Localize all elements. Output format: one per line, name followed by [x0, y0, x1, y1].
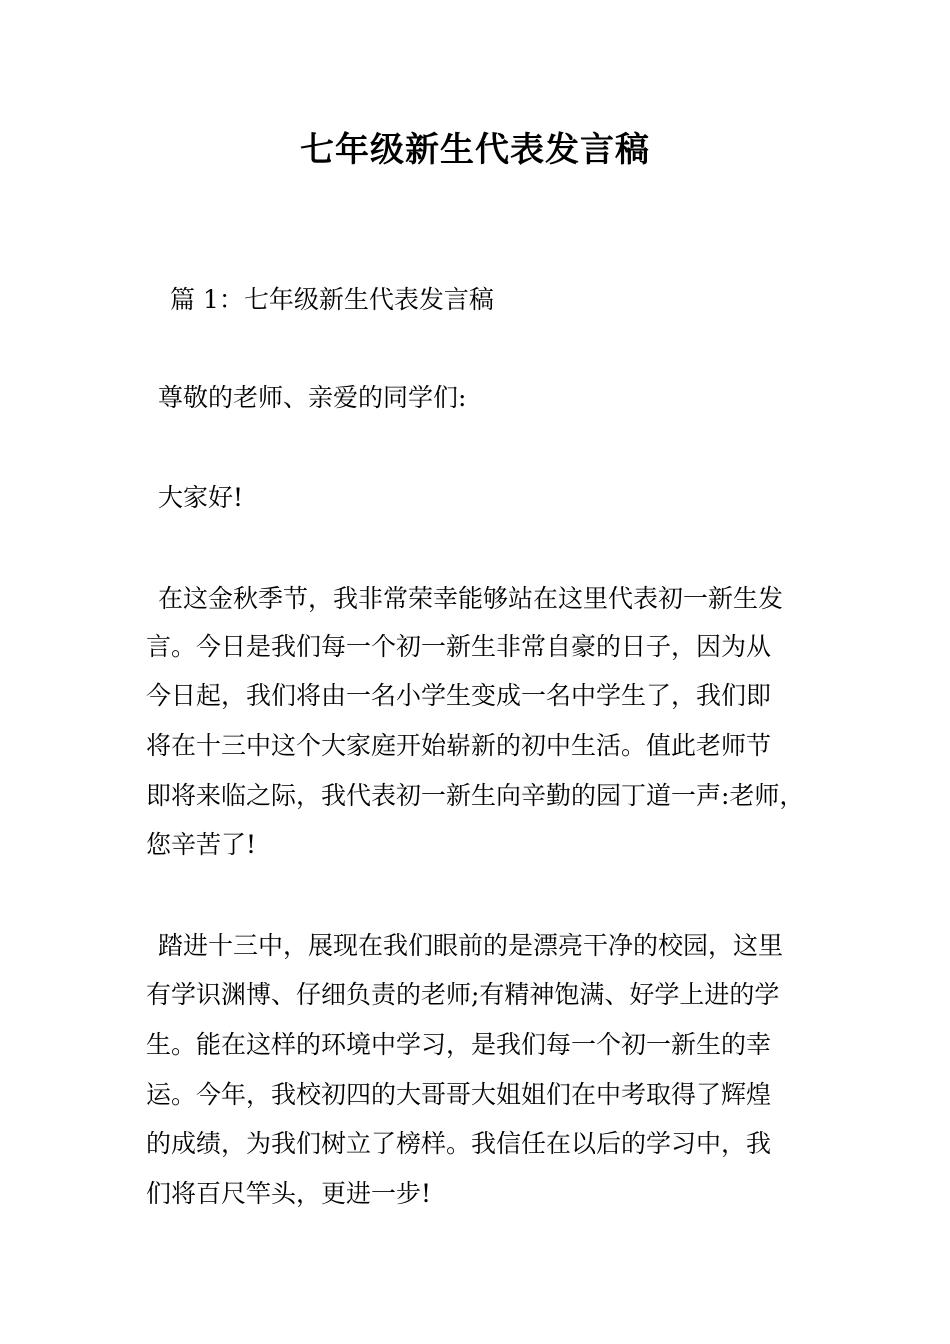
- paragraph-line: 有学识渊博、仔细负责的老师;有精神饱满、好学上进的学: [146, 980, 780, 1009]
- paragraph-line: 将在十三中这个大家庭开始崭新的初中生活。值此老师节: [146, 731, 772, 760]
- paragraph-line: 们将百尺竿头，更进一步!: [146, 1179, 432, 1208]
- paragraph-line: 生。能在这样的环境中学习，是我们每一个初一新生的幸: [146, 1030, 772, 1059]
- paragraph-line: 在这金秋季节，我非常荣幸能够站在这里代表初一新生发: [158, 584, 784, 613]
- chapter-heading: 篇 1：七年级新生代表发言稿: [170, 285, 494, 314]
- paragraph-line: 运。今年，我校初四的大哥哥大姐姐们在中考取得了辉煌: [146, 1080, 772, 1109]
- document-title: 七年级新生代表发言稿: [300, 130, 650, 170]
- paragraph-line: 言。今日是我们每一个初一新生非常自豪的日子，因为从: [146, 632, 772, 661]
- salutation: 尊敬的老师、亲爱的同学们:: [158, 383, 467, 412]
- paragraph-line: 的成绩，为我们树立了榜样。我信任在以后的学习中，我: [146, 1129, 772, 1158]
- paragraph-line: 踏进十三中，展现在我们眼前的是漂亮干净的校园，这里: [158, 931, 784, 960]
- paragraph-line: 即将来临之际，我代表初一新生向辛勤的园丁道一声:老师，: [146, 781, 805, 810]
- greeting: 大家好!: [158, 483, 244, 512]
- paragraph-line: 您辛苦了!: [146, 830, 257, 859]
- paragraph-line: 今日起，我们将由一名小学生变成一名中学生了，我们即: [146, 681, 772, 710]
